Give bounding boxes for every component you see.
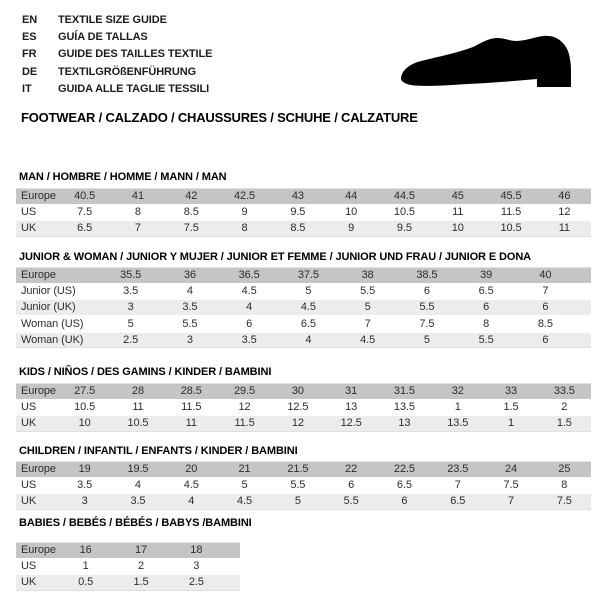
size-cell: 33 [505, 385, 518, 397]
row-label: Europe [21, 544, 56, 556]
size-cell: 1 [454, 401, 461, 414]
language-line [22, 64, 212, 81]
size-cell: 18 [190, 544, 203, 556]
size-cell: 40 [539, 269, 552, 281]
size-cell: 6 [401, 495, 408, 508]
size-cell: 4.5 [183, 479, 199, 492]
size-cell: 24 [505, 463, 518, 475]
size-cell: 1.5 [556, 417, 572, 430]
size-table-row [16, 575, 240, 590]
size-cell: 9 [241, 206, 248, 219]
size-table-junior-woman [16, 267, 591, 348]
size-table-row [16, 559, 240, 574]
size-cell: 2.5 [123, 333, 139, 346]
row-label: US [21, 479, 37, 492]
size-cell: 9.5 [396, 222, 412, 235]
size-cell: 5 [127, 317, 134, 330]
size-table-children [16, 461, 591, 510]
size-cell: 5.5 [360, 285, 376, 298]
size-cell: 9 [348, 222, 355, 235]
size-cell: 8 [134, 206, 141, 219]
size-cell: 6.5 [478, 285, 494, 298]
row-label: UK [21, 576, 37, 589]
row-label: Europe [21, 190, 56, 202]
language-label: GUIDA ALLE TAGLIE TESSILI [58, 82, 210, 95]
size-cell: 29.5 [234, 385, 256, 397]
size-table-header-row [16, 543, 240, 558]
language-line [22, 81, 212, 98]
size-cell: 11.5 [234, 417, 255, 430]
size-cell: 3 [193, 560, 200, 573]
size-table-row [16, 333, 591, 348]
size-cell: 10.5 [500, 222, 522, 235]
size-cell: 20 [185, 463, 198, 475]
size-cell: 28.5 [180, 385, 202, 397]
language-code: ES [22, 31, 37, 44]
size-table-row [16, 300, 591, 315]
size-cell: 6.5 [396, 479, 412, 492]
size-table-row [16, 400, 591, 415]
size-cell: 28 [131, 385, 144, 397]
size-cell: 2 [561, 401, 568, 414]
size-cell: 11 [558, 222, 570, 235]
size-cell: 5.5 [290, 479, 306, 492]
size-table-header-row [16, 384, 591, 399]
row-label: UK [21, 222, 37, 235]
size-cell: 13 [345, 401, 358, 414]
size-cell: 7 [454, 479, 461, 492]
language-label: GUÍA DE TALLAS [58, 31, 148, 44]
size-cell: 33.5 [553, 385, 575, 397]
size-cell: 3.5 [123, 285, 139, 298]
size-cell: 8.5 [183, 206, 199, 219]
row-label: US [21, 206, 37, 219]
size-table-row [16, 494, 591, 509]
row-label: Junior (US) [21, 285, 76, 298]
size-cell: 46 [558, 190, 571, 202]
size-cell: 12 [291, 417, 304, 430]
size-cell: 30 [291, 385, 304, 397]
size-cell: 12.5 [340, 417, 362, 430]
size-table-man [16, 188, 591, 237]
size-cell: 12 [238, 401, 251, 414]
row-label: UK [21, 495, 37, 508]
size-cell: 5.5 [182, 317, 198, 330]
size-cell: 8 [483, 317, 490, 330]
size-cell: 12 [558, 206, 571, 219]
size-cell: 32 [451, 385, 464, 397]
size-cell: 10.5 [127, 417, 149, 430]
size-table-row [16, 317, 591, 332]
size-table-row [16, 416, 591, 431]
size-cell: 27.5 [74, 385, 96, 397]
size-cell: 17 [134, 544, 148, 556]
size-cell: 40.5 [74, 190, 96, 202]
size-cell: 42 [185, 190, 198, 202]
size-cell: 7.5 [503, 479, 519, 492]
size-cell: 39 [480, 269, 493, 281]
size-table-header-row [16, 189, 591, 204]
row-label: Europe [21, 463, 56, 475]
section-heading-junior-woman: JUNIOR & WOMAN / JUNIOR Y MUJER / JUNIOR ET FEMME / JUNIOR UND FRAU / JUNIOR E DONA [19, 251, 532, 263]
size-table-row [16, 478, 591, 493]
size-cell: 5 [423, 333, 430, 346]
section-heading-kids: KIDS / NIÑOS / DES GAMINS / KINDER / BAMBINI [19, 366, 272, 378]
size-cell: 10 [78, 417, 91, 430]
row-label: Woman (US) [21, 317, 84, 330]
size-cell: 11 [452, 206, 464, 219]
size-cell: 36.5 [238, 269, 260, 281]
size-cell: 44 [345, 190, 358, 202]
language-line [22, 46, 212, 63]
size-cell: 7.5 [556, 495, 572, 508]
size-cell: 31 [345, 385, 358, 397]
size-cell: 5.5 [478, 333, 494, 346]
size-cell: 3 [127, 301, 134, 314]
size-cell: 10 [451, 222, 464, 235]
size-cell: 11 [185, 417, 197, 430]
size-cell: 3 [186, 333, 193, 346]
size-cell: 35.5 [120, 269, 142, 281]
size-cell: 31.5 [393, 385, 415, 397]
size-cell: 5.5 [419, 301, 435, 314]
size-cell: 11.5 [500, 206, 522, 219]
size-cell: 37.5 [297, 269, 319, 281]
size-cell: 1 [82, 560, 89, 573]
language-code: IT [22, 82, 32, 95]
row-label: UK [21, 417, 37, 430]
size-cell: 11.5 [181, 401, 202, 414]
row-label: US [21, 401, 37, 414]
size-cell: 6 [246, 317, 253, 330]
size-cell: 6 [483, 301, 490, 314]
language-label: TEXTILGRÖßENFÜHRUNG [58, 65, 197, 78]
size-cell: 3.5 [241, 333, 257, 346]
section-heading-children: CHILDREN / INFANTIL / ENFANTS / KINDER / BAMBINI [19, 445, 298, 457]
size-cell: 16 [79, 544, 92, 556]
size-cell: 6.5 [300, 317, 316, 330]
size-table-kids [16, 383, 591, 432]
size-cell: 7 [508, 495, 515, 508]
size-cell: 5 [364, 301, 371, 314]
size-cell: 23.5 [447, 463, 469, 475]
language-label: TEXTILE SIZE GUIDE [58, 14, 167, 26]
size-cell: 7 [542, 285, 549, 298]
size-cell: 6.5 [77, 222, 93, 235]
size-cell: 8 [561, 479, 568, 492]
language-label: GUIDE DES TAILLES TEXTILE [58, 48, 213, 61]
size-cell: 3.5 [130, 495, 146, 508]
size-cell: 4 [246, 301, 253, 314]
size-cell: 3.5 [182, 301, 198, 314]
size-cell: 43 [291, 190, 304, 202]
size-table-row [16, 205, 591, 220]
row-label: Europe [21, 269, 56, 281]
size-cell: 7 [364, 317, 371, 330]
size-table-row [16, 221, 591, 236]
language-code: DE [22, 65, 38, 78]
size-cell: 6 [348, 479, 355, 492]
size-cell: 45.5 [500, 190, 522, 202]
size-cell: 42.5 [234, 190, 256, 202]
size-cell: 6 [423, 285, 430, 298]
size-cell: 38 [361, 269, 374, 281]
size-cell: 10.5 [393, 206, 415, 219]
size-cell: 4.5 [360, 333, 376, 346]
section-heading-babies: BABIES / BEBÉS / BÉBÉS / BABYS /BAMBINI [19, 517, 252, 529]
dress-shoe-icon [397, 31, 577, 93]
language-title-block [22, 12, 212, 98]
size-cell: 13.5 [447, 417, 469, 430]
footwear-category-title: FOOTWEAR / CALZADO / CHAUSSURES / SCHUHE / CALZATURE [21, 110, 418, 125]
row-label: Woman (UK) [21, 333, 84, 346]
size-cell: 19.5 [127, 463, 149, 475]
size-cell: 7 [134, 222, 141, 235]
size-cell: 1.5 [503, 401, 519, 414]
size-cell: 8.5 [537, 317, 553, 330]
size-cell: 8.5 [290, 222, 306, 235]
size-cell: 21.5 [287, 463, 309, 475]
size-cell: 36 [183, 269, 196, 281]
size-cell: 7.5 [183, 222, 199, 235]
row-label: US [21, 560, 37, 573]
size-cell: 4.5 [241, 285, 257, 298]
size-table-babies [16, 542, 240, 591]
size-cell: 1 [508, 417, 515, 430]
size-cell: 5.5 [343, 495, 359, 508]
size-cell: 3.5 [77, 479, 93, 492]
size-cell: 8 [241, 222, 248, 235]
section-heading-man: MAN / HOMBRE / HOMME / MANN / MAN [19, 171, 227, 183]
size-cell: 4 [305, 333, 312, 346]
size-cell: 5 [294, 495, 301, 508]
size-cell: 21 [238, 463, 251, 475]
size-cell: 3 [81, 495, 88, 508]
size-cell: 13.5 [393, 401, 415, 414]
size-cell: 9.5 [290, 206, 306, 219]
size-cell: 2 [137, 560, 144, 573]
size-cell: 5 [241, 479, 248, 492]
size-cell: 10.5 [74, 401, 96, 414]
size-cell: 7.5 [77, 206, 93, 219]
size-cell: 45 [451, 190, 464, 202]
size-cell: 22 [345, 463, 358, 475]
size-cell: 1.5 [133, 576, 149, 589]
size-table-header-row [16, 462, 591, 477]
language-code: EN [22, 14, 38, 26]
size-cell: 10 [345, 206, 358, 219]
size-cell: 4 [186, 285, 193, 298]
size-cell: 0.5 [78, 576, 94, 589]
size-cell: 25 [558, 463, 571, 475]
size-cell: 44.5 [393, 190, 415, 202]
language-code: FR [22, 48, 37, 61]
size-cell: 4 [188, 495, 195, 508]
size-cell: 22.5 [393, 463, 415, 475]
size-cell: 13 [398, 417, 411, 430]
size-cell: 6.5 [450, 495, 466, 508]
size-cell: 4 [134, 479, 141, 492]
size-cell: 19 [78, 463, 91, 475]
size-cell: 5 [305, 285, 312, 298]
size-cell: 6 [542, 301, 549, 314]
size-cell: 4.5 [300, 301, 316, 314]
row-label: Europe [21, 385, 56, 397]
size-cell: 41 [131, 190, 144, 202]
size-cell: 12.5 [287, 401, 309, 414]
size-cell: 38.5 [416, 269, 438, 281]
language-line [22, 12, 212, 29]
size-cell: 11 [132, 401, 144, 414]
size-cell: 6 [542, 333, 549, 346]
row-label: Junior (UK) [21, 301, 76, 314]
size-table-row [16, 284, 591, 299]
size-cell: 7.5 [419, 317, 435, 330]
size-cell: 4.5 [237, 495, 253, 508]
size-cell: 2.5 [188, 576, 204, 589]
language-line [22, 29, 212, 46]
size-table-header-row [16, 268, 591, 283]
